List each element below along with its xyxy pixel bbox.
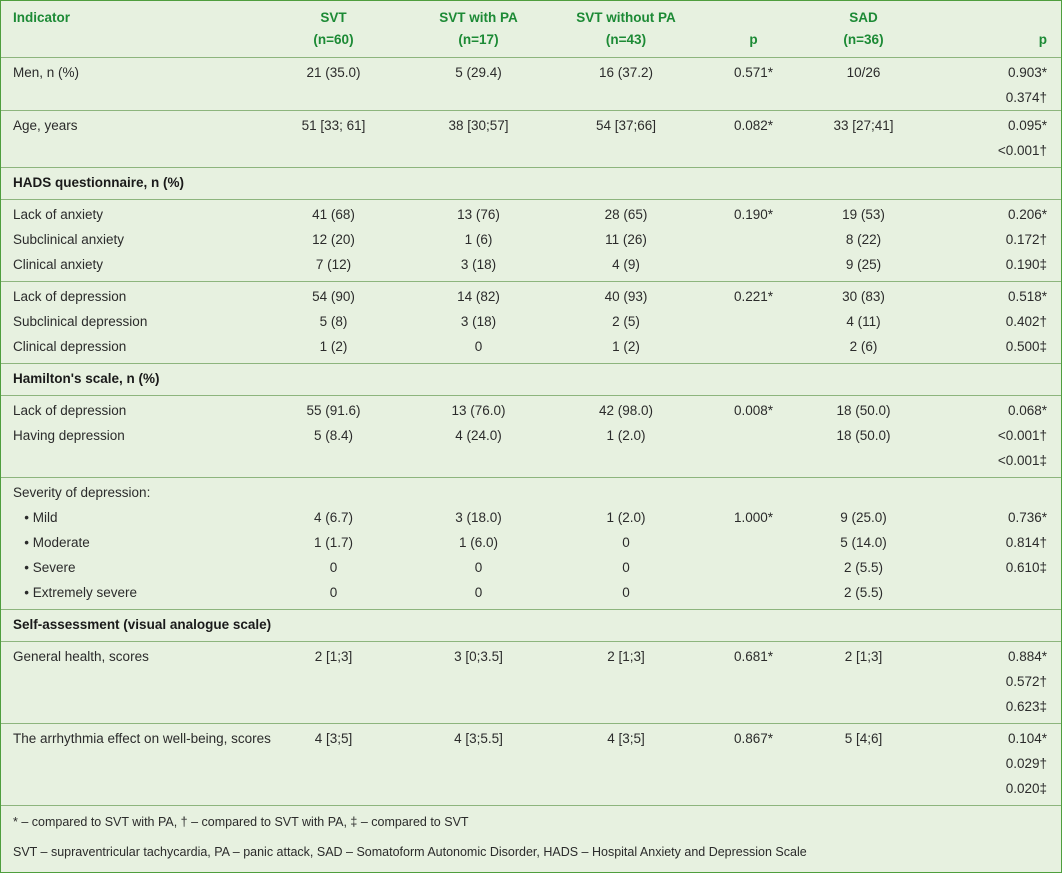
cell-sad: 9 (25.0) 5 (14.0) 2 (5.5) 2 (5.5) (801, 478, 926, 610)
table-row (1, 724, 1061, 806)
table-row (1, 478, 1061, 610)
cell-svt: 51 [33; 61] (256, 111, 411, 168)
cell-p1: 0.221* (706, 282, 801, 364)
cell-p2: 0.736* 0.814† 0.610‡ (926, 478, 1061, 610)
cell-p1: 0.681* (706, 642, 801, 724)
section-title: HADS questionnaire, n (%) (1, 168, 1061, 200)
cell-svt-with-pa: 5 (29.4) (411, 58, 546, 111)
cell-sad: 30 (83) 4 (11) 2 (6) (801, 282, 926, 364)
cell-svt-without-pa: 40 (93) 2 (5) 1 (2) (546, 282, 706, 364)
header-svt: SVT (n=60) (313, 10, 354, 47)
cell-p2: 0.884* 0.572† 0.623‡ (926, 642, 1061, 724)
cell-svt: 2 [1;3] (256, 642, 411, 724)
cell-p1: 0.082* (706, 111, 801, 168)
cell-svt-without-pa: 28 (65) 11 (26) 4 (9) (546, 200, 706, 282)
section-header-row (1, 610, 1061, 642)
table-row (1, 58, 1061, 111)
section-header-row (1, 364, 1061, 396)
header-svt-with-pa: SVT with PA (n=17) (439, 10, 518, 47)
cell-svt-with-pa: 38 [30;57] (411, 111, 546, 168)
cell-indicator: General health, scores (1, 642, 256, 724)
cell-svt-with-pa: 13 (76) 1 (6) 3 (18) (411, 200, 546, 282)
cell-svt: 54 (90) 5 (8) 1 (2) (256, 282, 411, 364)
cell-indicator: Lack of depression Having depression (1, 396, 256, 478)
header-sad: SAD (n=36) (843, 10, 884, 47)
cell-svt-with-pa: 3 (18.0) 1 (6.0) 0 0 (411, 478, 546, 610)
section-header-row (1, 168, 1061, 200)
cell-p2: 0.206* 0.172† 0.190‡ (926, 200, 1061, 282)
footnote-abbreviations: SVT – supraventricular tachycardia, PA – panic attack, SAD – Somatoform Autonomic Disorder, HADS – Hospital Anxiety and Depression Scale (13, 845, 807, 859)
header-svt-without-pa: SVT without PA (n=43) (576, 10, 676, 47)
cell-svt: 21 (35.0) (256, 58, 411, 111)
cell-svt-without-pa: 1 (2.0) 0 0 0 (546, 478, 706, 610)
footnotes (1, 805, 1061, 862)
cell-p2: 0.903* 0.374† (926, 58, 1061, 111)
table-row (1, 111, 1061, 168)
cell-p2: 0.518* 0.402† 0.500‡ (926, 282, 1061, 364)
cell-indicator: The arrhythmia effect on well-being, scores (1, 724, 256, 806)
cell-sad: 2 [1;3] (801, 642, 926, 724)
header-p1: p (749, 32, 758, 47)
table-row (1, 200, 1061, 282)
cell-svt-with-pa: 4 [3;5.5] (411, 724, 546, 806)
cell-indicator: Age, years (1, 111, 256, 168)
cell-svt-without-pa: 54 [37;66] (546, 111, 706, 168)
cell-svt-with-pa: 13 (76.0) 4 (24.0) (411, 396, 546, 478)
cell-svt-without-pa: 2 [1;3] (546, 642, 706, 724)
table-row (1, 396, 1061, 478)
cell-p1: 0.008* (706, 396, 801, 478)
cell-sad: 5 [4;6] (801, 724, 926, 806)
cell-sad: 33 [27;41] (801, 111, 926, 168)
cell-svt: 55 (91.6) 5 (8.4) (256, 396, 411, 478)
cell-svt-without-pa: 4 [3;5] (546, 724, 706, 806)
cell-p1: 0.571* (706, 58, 801, 111)
header-indicator: Indicator (13, 10, 71, 25)
cell-svt: 4 [3;5] (256, 724, 411, 806)
cell-sad: 19 (53) 8 (22) 9 (25) (801, 200, 926, 282)
cell-svt-with-pa: 14 (82) 3 (18) 0 (411, 282, 546, 364)
cell-indicator: Lack of depression Subclinical depression Clinical depression (1, 282, 256, 364)
header-p2: p (1038, 32, 1047, 47)
cell-p2: 0.095* <0.001† (926, 111, 1061, 168)
cell-indicator: Men, n (%) (1, 58, 256, 111)
table-row (1, 282, 1061, 364)
cell-svt: 4 (6.7) 1 (1.7) 0 0 (256, 478, 411, 610)
header-row (1, 1, 1061, 58)
cell-p2: 0.068* <0.001† <0.001‡ (926, 396, 1061, 478)
footnote-symbols: * – compared to SVT with PA, † – compared to SVT with PA, ‡ – compared to SVT (13, 815, 469, 829)
cell-svt: 41 (68) 12 (20) 7 (12) (256, 200, 411, 282)
cell-svt-without-pa: 42 (98.0) 1 (2.0) (546, 396, 706, 478)
section-title: Self-assessment (visual analogue scale) (1, 610, 1061, 642)
cell-p1: 0.190* (706, 200, 801, 282)
table-body (1, 58, 1061, 806)
cell-sad: 18 (50.0) 18 (50.0) (801, 396, 926, 478)
cell-indicator: Lack of anxiety Subclinical anxiety Clinical anxiety (1, 200, 256, 282)
cell-indicator: Severity of depression: • Mild • Moderate • Severe • Extremely severe (1, 478, 256, 610)
cell-sad: 10/26 (801, 58, 926, 111)
data-table (1, 1, 1061, 805)
cell-p2: 0.104* 0.029† 0.020‡ (926, 724, 1061, 806)
cell-svt-without-pa: 16 (37.2) (546, 58, 706, 111)
table-row (1, 642, 1061, 724)
cell-p1: 1.000* (706, 478, 801, 610)
cell-svt-with-pa: 3 [0;3.5] (411, 642, 546, 724)
cell-p1: 0.867* (706, 724, 801, 806)
section-title: Hamilton's scale, n (%) (1, 364, 1061, 396)
